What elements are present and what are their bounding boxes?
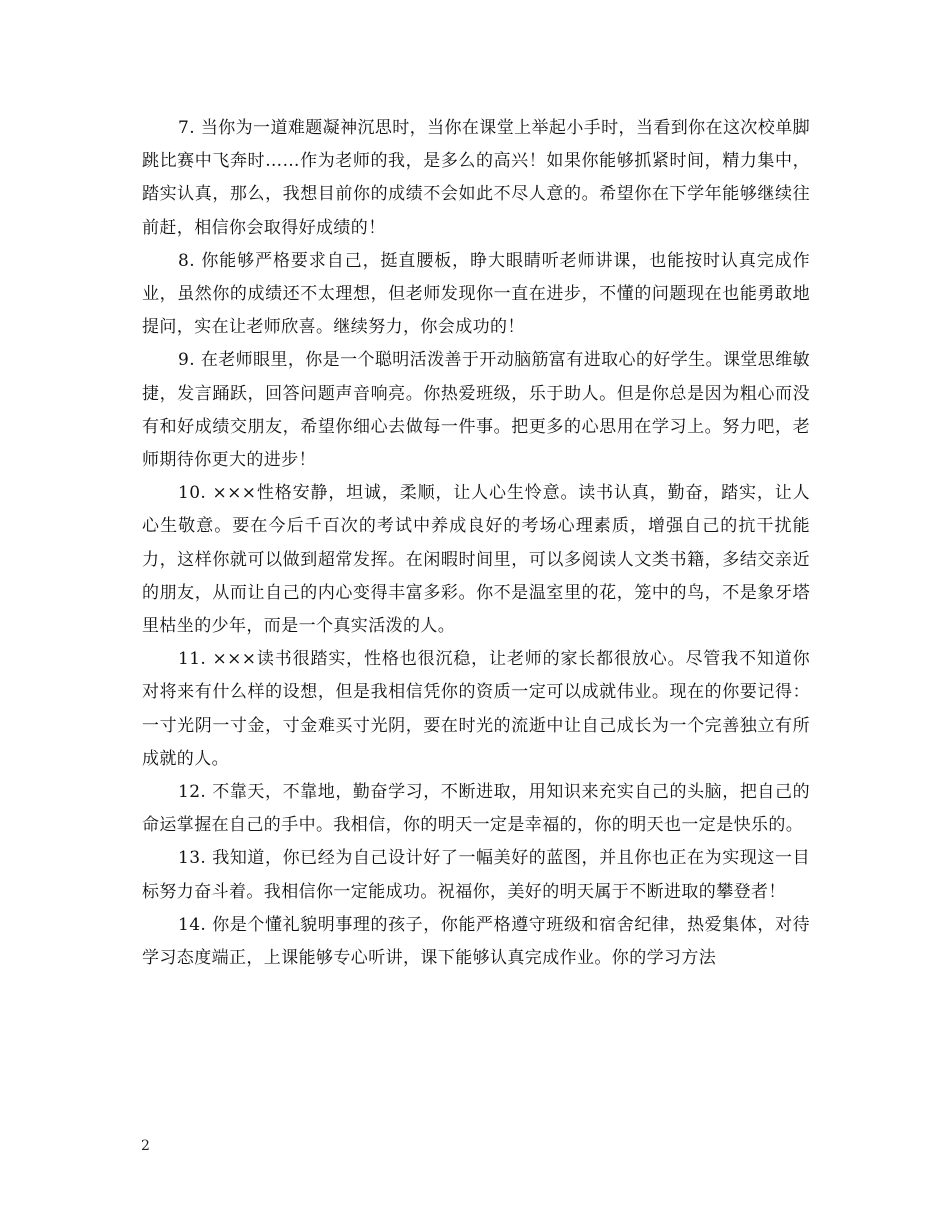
comment-paragraph-12: 12. 不靠天，不靠地，勤奋学习，不断进取，用知识来充实自己的头脑，把自己的命运掌握在自己的手中。我相信，你的明天一定是幸福的，你的明天也一定是快乐的。 bbox=[142, 782, 810, 836]
comment-paragraph-7: 7. 当你为一道难题凝神沉思时，当你在课堂上举起小手时，当看到你在这次校单脚跳比赛中飞奔时……作为老师的我，是多么的高兴！如果你能够抓紧时间，精力集中，踏实认真，那么，我想目前你的成绩不会如此不尽人意的。希望你在下学年能够继续往前赶，相信你会取得好成绩的！ bbox=[142, 118, 810, 238]
page-number: 2 bbox=[141, 1138, 150, 1154]
document-body bbox=[142, 112, 810, 975]
comment-paragraph-10: 10. ×××性格安静，坦诚，柔顺，让人心生怜意。读书认真，勤奋，踏实，让人心生敬意。要在今后千百次的考试中养成良好的考场心理素质，增强自己的抗干扰能力，这样你就可以做到超常发挥。在闲暇时间里，可以多阅读人文类书籍，多结交亲近的朋友，从而让自己的内心变得丰富多彩。你不是温室里的花，笼中的鸟，不是象牙塔里枯坐的少年，而是一个真实活泼的人。 bbox=[142, 483, 810, 637]
comment-paragraph-9: 9. 在老师眼里，你是一个聪明活泼善于开动脑筋富有进取心的好学生。课堂思维敏捷，发言踊跃，回答问题声音响亮。你热爱班级，乐于助人。但是你总是因为粗心而没有和好成绩交朋友，希望你细心去做每一件事。把更多的心思用在学习上。努力吧，老师期待你更大的进步！ bbox=[142, 350, 810, 471]
comment-paragraph-14: 14. 你是个懂礼貌明事理的孩子，你能严格遵守班级和宿舍纪律，热爱集体，对待学习态度端正，上课能够专心听讲，课下能够认真完成作业。你的学习方法 bbox=[142, 914, 810, 969]
comment-paragraph-13: 13. 我知道，你已经为自己设计好了一幅美好的蓝图，并且你也正在为实现这一目标努力奋斗着。我相信你一定能成功。祝福你，美好的明天属于不断进取的攀登者！ bbox=[142, 848, 810, 902]
comment-paragraph-11: 11. ×××读书很踏实，性格也很沉稳，让老师的家长都很放心。尽管我不知道你对将来有什么样的设想，但是我相信凭你的资质一定可以成就伟业。现在的你要记得：一寸光阴一寸金，寸金难买寸光阴，要在时光的流逝中让自己成长为一个完善独立有所成就的人。 bbox=[142, 649, 810, 769]
comment-paragraph-8: 8. 你能够严格要求自己，挺直腰板，睁大眼睛听老师讲课，也能按时认真完成作业，虽然你的成绩还不太理想，但老师发现你一直在进步，不懂的问题现在也能勇敢地提问，实在让老师欣喜。继续努力，你会成功的！ bbox=[142, 250, 810, 338]
